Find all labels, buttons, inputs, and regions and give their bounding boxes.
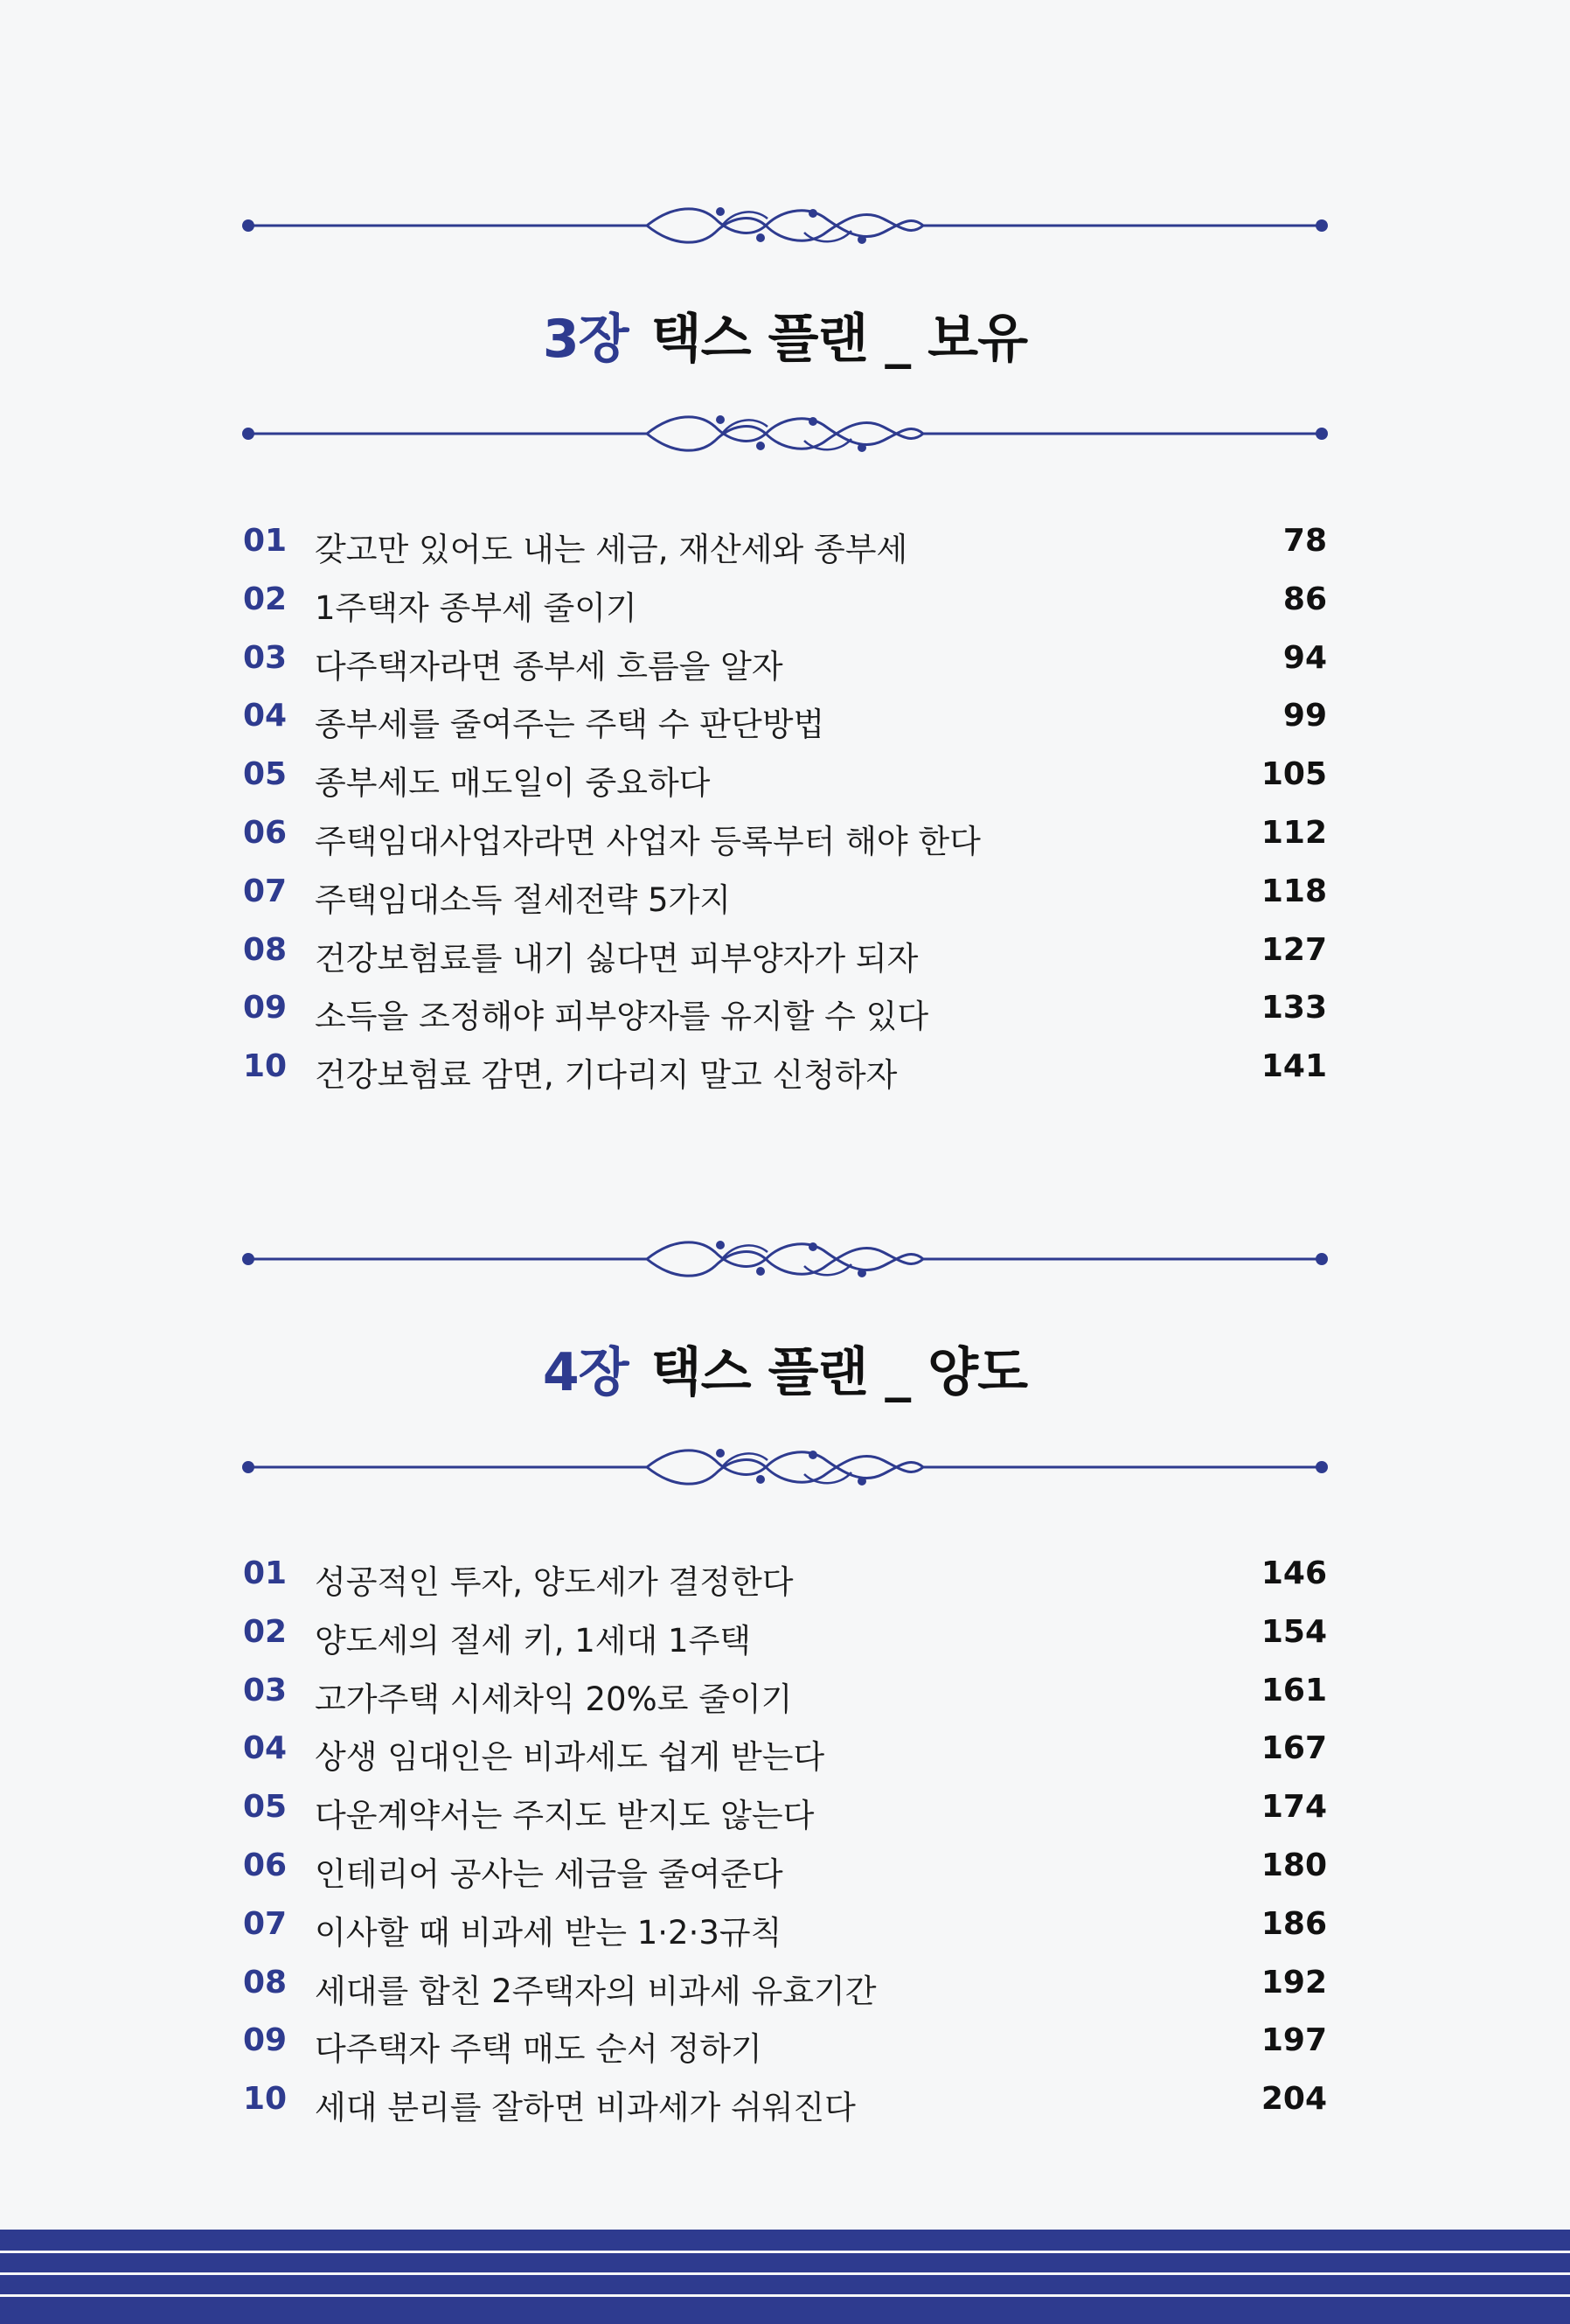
entry-number: 09: [243, 990, 288, 1026]
ornament-divider-icon: [236, 1441, 1334, 1493]
entry-title: 갖고만 있어도 내는 세금, 재산세와 종부세: [315, 531, 908, 568]
toc-entry[interactable]: [243, 873, 1327, 932]
toc-entry[interactable]: [243, 815, 1327, 873]
entry-page: 192: [1261, 1964, 1327, 2000]
entry-number: 04: [243, 698, 288, 734]
footer-stripe-line: [0, 2272, 1570, 2275]
entry-number: 06: [243, 814, 288, 851]
toc-entry[interactable]: [243, 523, 1327, 581]
entry-page: 174: [1261, 1789, 1327, 1826]
toc-entry[interactable]: [243, 1614, 1327, 1673]
toc-entry[interactable]: [243, 1789, 1327, 1847]
entry-number: 03: [243, 639, 288, 676]
entry-page: 146: [1261, 1555, 1327, 1591]
chapter-number: 4장: [542, 1342, 629, 1403]
footer-stripe-band: [0, 2230, 1570, 2324]
entry-number: 06: [243, 1847, 288, 1883]
entry-number: 05: [243, 1789, 288, 1826]
entry-page: 112: [1261, 814, 1327, 851]
entry-title: 종부세를 줄여주는 주택 수 판단방법: [315, 706, 825, 744]
chapter-heading: [0, 297, 1570, 372]
entry-number: 02: [243, 581, 288, 617]
entry-number: 01: [243, 1555, 288, 1591]
entry-title: 양도세의 절세 키, 1세대 1주택: [315, 1621, 752, 1660]
toc-entry[interactable]: [243, 756, 1327, 815]
entry-title: 이사할 때 비과세 받는 1·2·3규칙: [315, 1913, 782, 1952]
entry-title: 상생 임대인은 비과세도 쉽게 받는다: [315, 1738, 825, 1777]
entry-number: 03: [243, 1672, 288, 1708]
entry-page: 141: [1261, 1048, 1327, 1085]
entry-title: 건강보험료 감면, 기다리지 말고 신청하자: [315, 1056, 898, 1095]
chapter-title: 택스 플랜 _ 양도: [650, 1342, 1028, 1403]
entry-number: 08: [243, 1964, 288, 2000]
entry-number: 01: [243, 523, 288, 559]
entry-page: 161: [1261, 1672, 1327, 1708]
chapter-title: 택스 플랜 _ 보유: [650, 309, 1028, 370]
entry-title: 건강보험료를 내기 싫다면 피부양자가 되자: [315, 939, 919, 978]
toc-entry[interactable]: [243, 2081, 1327, 2140]
entry-title: 세대 분리를 잘하면 비과세가 쉬워진다: [315, 2089, 856, 2127]
toc-entry[interactable]: [243, 990, 1327, 1048]
footer-stripe-line: [0, 2294, 1570, 2297]
entry-page: 154: [1261, 1613, 1327, 1650]
entry-page: 133: [1261, 990, 1327, 1026]
entry-title: 인테리어 공사는 세금을 줄여준다: [315, 1854, 783, 1893]
entry-page: 99: [1282, 698, 1327, 734]
toc-entry[interactable]: [243, 1847, 1327, 1906]
entry-page: 105: [1261, 756, 1327, 793]
entry-page: 86: [1282, 581, 1327, 617]
entry-number: 07: [243, 1905, 288, 1942]
toc-list: [243, 1555, 1327, 2140]
entry-title: 세대를 합친 2주택자의 비과세 유효기간: [315, 1972, 877, 2010]
entry-number: 10: [243, 2081, 288, 2118]
entry-title: 다주택자 주택 매도 순서 정하기: [315, 2030, 762, 2069]
entry-page: 127: [1261, 931, 1327, 968]
entry-page: 94: [1282, 639, 1327, 676]
toc-entry[interactable]: [243, 640, 1327, 699]
entry-number: 04: [243, 1730, 288, 1767]
toc-entry[interactable]: [243, 698, 1327, 756]
entry-number: 08: [243, 931, 288, 968]
entry-number: 09: [243, 2022, 288, 2059]
chapter-number: 3장: [542, 309, 629, 370]
toc-entry[interactable]: [243, 1673, 1327, 1731]
toc-list: [243, 523, 1327, 1107]
entry-page: 186: [1261, 1905, 1327, 1942]
toc-entry[interactable]: [243, 1965, 1327, 2023]
toc-entry[interactable]: [243, 1730, 1327, 1789]
entry-number: 02: [243, 1613, 288, 1650]
entry-page: 167: [1261, 1730, 1327, 1767]
ornament-divider-icon: [236, 1233, 1334, 1285]
toc-entry[interactable]: [243, 1555, 1327, 1614]
entry-title: 다주택자라면 종부세 흐름을 알자: [315, 647, 783, 685]
entry-title: 다운계약서는 주지도 받지도 않는다: [315, 1797, 815, 1835]
footer-stripe-line: [0, 2251, 1570, 2253]
entry-title: 주택임대소득 절세전략 5가지: [315, 880, 731, 919]
toc-entry[interactable]: [243, 1048, 1327, 1107]
entry-title: 종부세도 매도일이 중요하다: [315, 764, 711, 803]
ornament-divider-icon: [236, 199, 1334, 252]
toc-entry[interactable]: [243, 932, 1327, 991]
entry-page: 118: [1261, 873, 1327, 909]
entry-number: 05: [243, 756, 288, 793]
entry-number: 07: [243, 873, 288, 909]
entry-title: 고가주택 시세차익 20%로 줄이기: [315, 1680, 793, 1718]
entry-title: 소득을 조정해야 피부양자를 유지할 수 있다: [315, 998, 929, 1036]
entry-page: 180: [1261, 1847, 1327, 1883]
ornament-divider-icon: [236, 407, 1334, 460]
entry-page: 78: [1282, 523, 1327, 559]
toc-entry[interactable]: [243, 2022, 1327, 2081]
entry-title: 주택임대사업자라면 사업자 등록부터 해야 한다: [315, 822, 981, 860]
entry-title: 1주택자 종부세 줄이기: [315, 588, 637, 627]
toc-entry[interactable]: [243, 581, 1327, 640]
entry-page: 204: [1261, 2081, 1327, 2118]
entry-page: 197: [1261, 2022, 1327, 2059]
entry-title: 성공적인 투자, 양도세가 결정한다: [315, 1563, 794, 1601]
chapter-heading: [0, 1331, 1570, 1406]
toc-entry[interactable]: [243, 1906, 1327, 1965]
entry-number: 10: [243, 1048, 288, 1085]
